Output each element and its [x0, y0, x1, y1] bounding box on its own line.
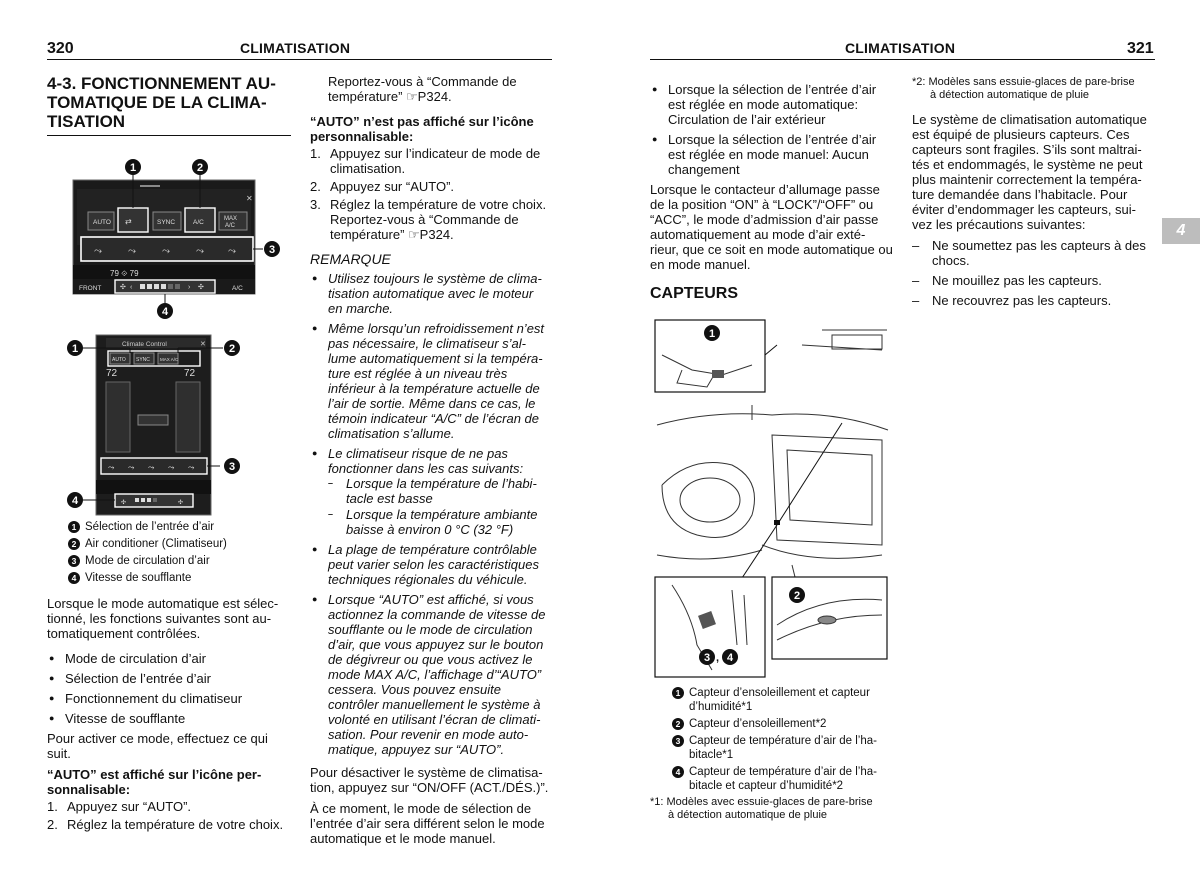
auto-button: AUTO — [93, 219, 111, 226]
front-defrost-label: FRONT — [79, 285, 102, 292]
airflow-defrost-icon: ⤳ — [228, 246, 236, 257]
svg-text:3: 3 — [229, 461, 236, 473]
sensors-intro-paragraph: Le système de climatisation automatique est équipé de plusieurs capteurs. Ces capteurs sont fragiles. S’ils sont maltrai- tés et endommagés, le système ne peut plus maintenir correctement la tempéra- ture demandée dans l’habitacle. Pour éviter d’endommager les capteurs, sui- vez les précautions suivantes: — [912, 112, 1147, 232]
svg-text:1: 1 — [709, 328, 716, 340]
fan-max-icon: ✣ — [178, 500, 184, 506]
header-title-left: CLIMATISATION — [240, 40, 351, 56]
airflow-defrost-icon: ⤳ — [188, 463, 195, 472]
svg-text:1: 1 — [130, 162, 137, 174]
right-column-left — [650, 82, 898, 301]
car-recirculation-icon: ⇄ — [125, 217, 132, 226]
max-ac-button: MAX A/C — [160, 357, 179, 362]
legend-item: 3 Capteur de température d’air de l’ha- bitacle*1 — [672, 734, 902, 762]
airflow-face-icon: ⤳ — [94, 246, 102, 257]
remark-sub-item: – Lorsque la température ambiante baisse à environ 0 °C (32 °F) — [328, 507, 560, 537]
legend-item: 1 Capteur d’ensoleillement et capteur d’humidité*1 — [672, 686, 902, 714]
remark-sub-list — [328, 476, 560, 537]
sensor-legend — [672, 686, 902, 796]
svg-text:2: 2 — [229, 343, 236, 355]
fan-icon: ✣ — [120, 284, 126, 291]
airflow-face-feet-icon: ⤳ — [128, 463, 135, 472]
auto-functions-list — [47, 651, 297, 726]
remark-item: ● La plage de température contrôlable peut varier selon les caractéristiques techniques régionales du véhicule. — [310, 542, 560, 587]
section-title — [47, 74, 291, 131]
auto-button: AUTO — [112, 357, 126, 363]
heading-auto-shown: “AUTO” est affiché sur l’icône per- sonnalisable: — [47, 767, 262, 797]
refer-paragraph: Reportez-vous à “Commande de température” ☞P324. — [328, 74, 517, 104]
page-number-right: 321 — [1127, 40, 1154, 57]
svg-text:4: 4 — [727, 652, 734, 664]
list-item: – Ne mouillez pas les capteurs. — [912, 273, 1160, 288]
right-page — [600, 0, 1200, 896]
header-rule-left — [47, 59, 552, 60]
airflow-feet-icon: ⤳ — [148, 463, 155, 472]
list-item: ● Fonctionnement du climatiseur — [47, 691, 297, 706]
svg-text:2: 2 — [794, 590, 801, 602]
legend-item: 3 Mode de circulation d’air — [68, 554, 288, 568]
step-item: 1. Appuyez sur l’indicateur de mode de climatisation. — [310, 146, 541, 176]
svg-text:3: 3 — [269, 244, 276, 256]
ignition-paragraph: Lorsque le contacteur d’allumage passe de la position “ON” à “LOCK”/“OFF” ou “ACC”, le mode d’admission d’air passe automatiquement au mode d’air exté- rieur, que ce soit en mode automatique ou en mode manuel. — [650, 182, 893, 272]
close-icon: ✕ — [200, 341, 206, 348]
legend-item: 2 Capteur d’ensoleillement*2 — [672, 717, 902, 731]
svg-text:1: 1 — [72, 343, 79, 355]
fan-icon: ✣ — [121, 500, 127, 506]
intro-paragraph: Lorsque le mode automatique est sélec- tionné, les fonctions suivantes sont au- tomatiquement contrôlées. — [47, 596, 279, 641]
close-icon: ✕ — [246, 194, 253, 203]
list-item: ● Vitesse de soufflante — [47, 711, 297, 726]
chapter-tab: 4 — [1162, 218, 1200, 244]
left-column — [47, 74, 291, 136]
moment-paragraph: À ce moment, le mode de sélection de l’entrée d’air sera différent selon le mode automatique et le mode manuel. — [310, 801, 545, 846]
fan-increase-icon: › — [188, 284, 191, 291]
climate-screen-figure-top — [60, 155, 290, 320]
svg-text:2: 2 — [197, 162, 204, 174]
list-item: ● Lorsque la sélection de l’entrée d’air est réglée en mode manuel: Aucun changement — [650, 132, 898, 177]
airflow-feet-defrost-icon: ⤳ — [168, 463, 175, 472]
sync-button: SYNC — [157, 219, 176, 226]
header-title-right: CLIMATISATION — [845, 40, 956, 56]
figure-legend — [68, 520, 288, 588]
max-ac-button-line1: MAX — [224, 216, 238, 222]
mode-buttons-row — [88, 208, 247, 232]
svg-text:4: 4 — [72, 495, 79, 507]
ac-label: A/C — [232, 285, 243, 292]
remark-item: ● Utilisez toujours le système de clima- tisation automatique avec le moteur en marche. — [310, 271, 560, 316]
airflow-feet-defrost-icon: ⤳ — [196, 246, 204, 257]
temperature-readout-icon: 79 ⟐ 79 — [110, 269, 139, 278]
step-item: 2. Appuyez sur “AUTO”. — [310, 179, 455, 194]
airflow-face-feet-icon: ⤳ — [128, 246, 136, 257]
fan-decrease-icon: ‹ — [130, 284, 133, 291]
remark-title: REMARQUE — [310, 251, 391, 267]
section-title-line: 4-3. FONCTIONNEMENT AU- — [47, 74, 276, 93]
sensors-figure — [652, 315, 892, 685]
sync-button: SYNC — [136, 357, 150, 363]
legend-item: 4 Capteur de température d’air de l’ha- bitacle et capteur d’humidité*2 — [672, 765, 902, 793]
remark-item: ● Le climatiseur risque de ne pas fonctionner dans les cas suivants: – Lorsque la température de l’habi- tacle est basse – Lorsque la température ambiante baisse à environ 0 °C (32 °F) — [310, 446, 560, 537]
temp-left: 72 — [106, 368, 118, 379]
ac-button: A/C — [193, 219, 204, 226]
remark-list — [310, 271, 560, 757]
left-column-text — [47, 596, 297, 835]
list-item: ● Sélection de l’entrée d’air — [47, 671, 297, 686]
footnote-1: *1: Modèles avec essuie-glaces de pare-brise à détection automatique de pluie — [650, 796, 873, 821]
max-ac-button-line2: A/C — [225, 223, 236, 229]
remark-sub-item: – Lorsque la température de l’habi- tacle est basse — [328, 476, 560, 506]
activate-paragraph: Pour activer ce mode, effectuez ce qui suit. — [47, 731, 268, 761]
legend-item: 1 Sélection de l’entrée d’air — [68, 520, 288, 534]
legend-item: 2 Air conditioner (Climatiseur) — [68, 537, 288, 551]
header-rule-right — [650, 59, 1155, 60]
fan-max-icon: ✣ — [198, 284, 204, 291]
precautions-list — [912, 238, 1160, 308]
middle-column — [310, 74, 560, 852]
disable-paragraph: Pour désactiver le système de climatisa- tion, appuyez sur “ON/OFF (ACT./DÉS.)”. — [310, 765, 549, 795]
remark-item: ● Même lorsqu’un refroidissement n’est pas nécessaire, le climatiseur s’al- lume automatiquement si la tempéra- ture est réglée à un niveau très inférieur à la température actuelle de l’air de sortie. Même dans ce cas, le témoin indicateur “A/C” de l’écran de climatisation s’allume. — [310, 321, 560, 441]
heading-auto-not-shown: “AUTO” n’est pas affiché sur l’icône personnalisable: — [310, 114, 534, 144]
list-item: – Ne recouvrez pas les capteurs. — [912, 293, 1160, 308]
svg-text:,: , — [716, 652, 720, 664]
climate-screen-figure-bottom — [60, 330, 290, 520]
steps-auto-shown — [47, 799, 297, 832]
legend-item: 4 Vitesse de soufflante — [68, 571, 288, 585]
list-item: ● Mode de circulation d’air — [47, 651, 297, 666]
page-number-left: 320 — [47, 40, 74, 57]
section-title-line: TOMATIQUE DE LA CLIMA- — [47, 93, 267, 112]
list-item: – Ne soumettez pas les capteurs à des chocs. — [912, 238, 1160, 268]
remark-item: ● Lorsque “AUTO” est affiché, si vous actionnez la commande de vitesse de soufflante ou le mode de circulation d’air, que vous appuyez sur le bouton de dégivreur ou que vous activez le mode MAX A/C, l’affichage d’“AUTO” cessera. Vous pouvez ensuite contrôler manuellement le système à volonté en utilisant l’écran de climati- sation. Pour revenir en mode auto- matique, appuyez sur “AUTO”. — [310, 592, 560, 757]
right-column-right — [912, 112, 1160, 313]
section-title-rule — [47, 135, 291, 136]
svg-text:3: 3 — [704, 652, 711, 664]
section-title-line: TISATION — [47, 112, 126, 131]
footnote-2: *2: Modèles sans essuie-glaces de pare-brise à détection automatique de pluie — [912, 76, 1135, 101]
svg-text:4: 4 — [162, 306, 169, 318]
air-intake-list — [650, 82, 898, 177]
sensors-title: CAPTEURS — [650, 285, 739, 302]
climate-screen-title: Climate Control — [122, 341, 167, 348]
airflow-feet-icon: ⤳ — [162, 246, 170, 257]
step-item: 2. Réglez la température de votre choix. — [47, 817, 284, 832]
steps-auto-not-shown — [310, 146, 560, 242]
step-item: 1. Appuyez sur “AUTO”. — [47, 799, 192, 814]
step-item: 3. Réglez la température de votre choix. Reportez-vous à “Commande de température” ☞P324. — [310, 197, 547, 242]
list-item: ● Lorsque la sélection de l’entrée d’air est réglée en mode automatique: Circulation de l’air extérieur — [650, 82, 898, 127]
airflow-face-icon: ⤳ — [108, 463, 115, 472]
temp-right: 72 — [184, 368, 196, 379]
